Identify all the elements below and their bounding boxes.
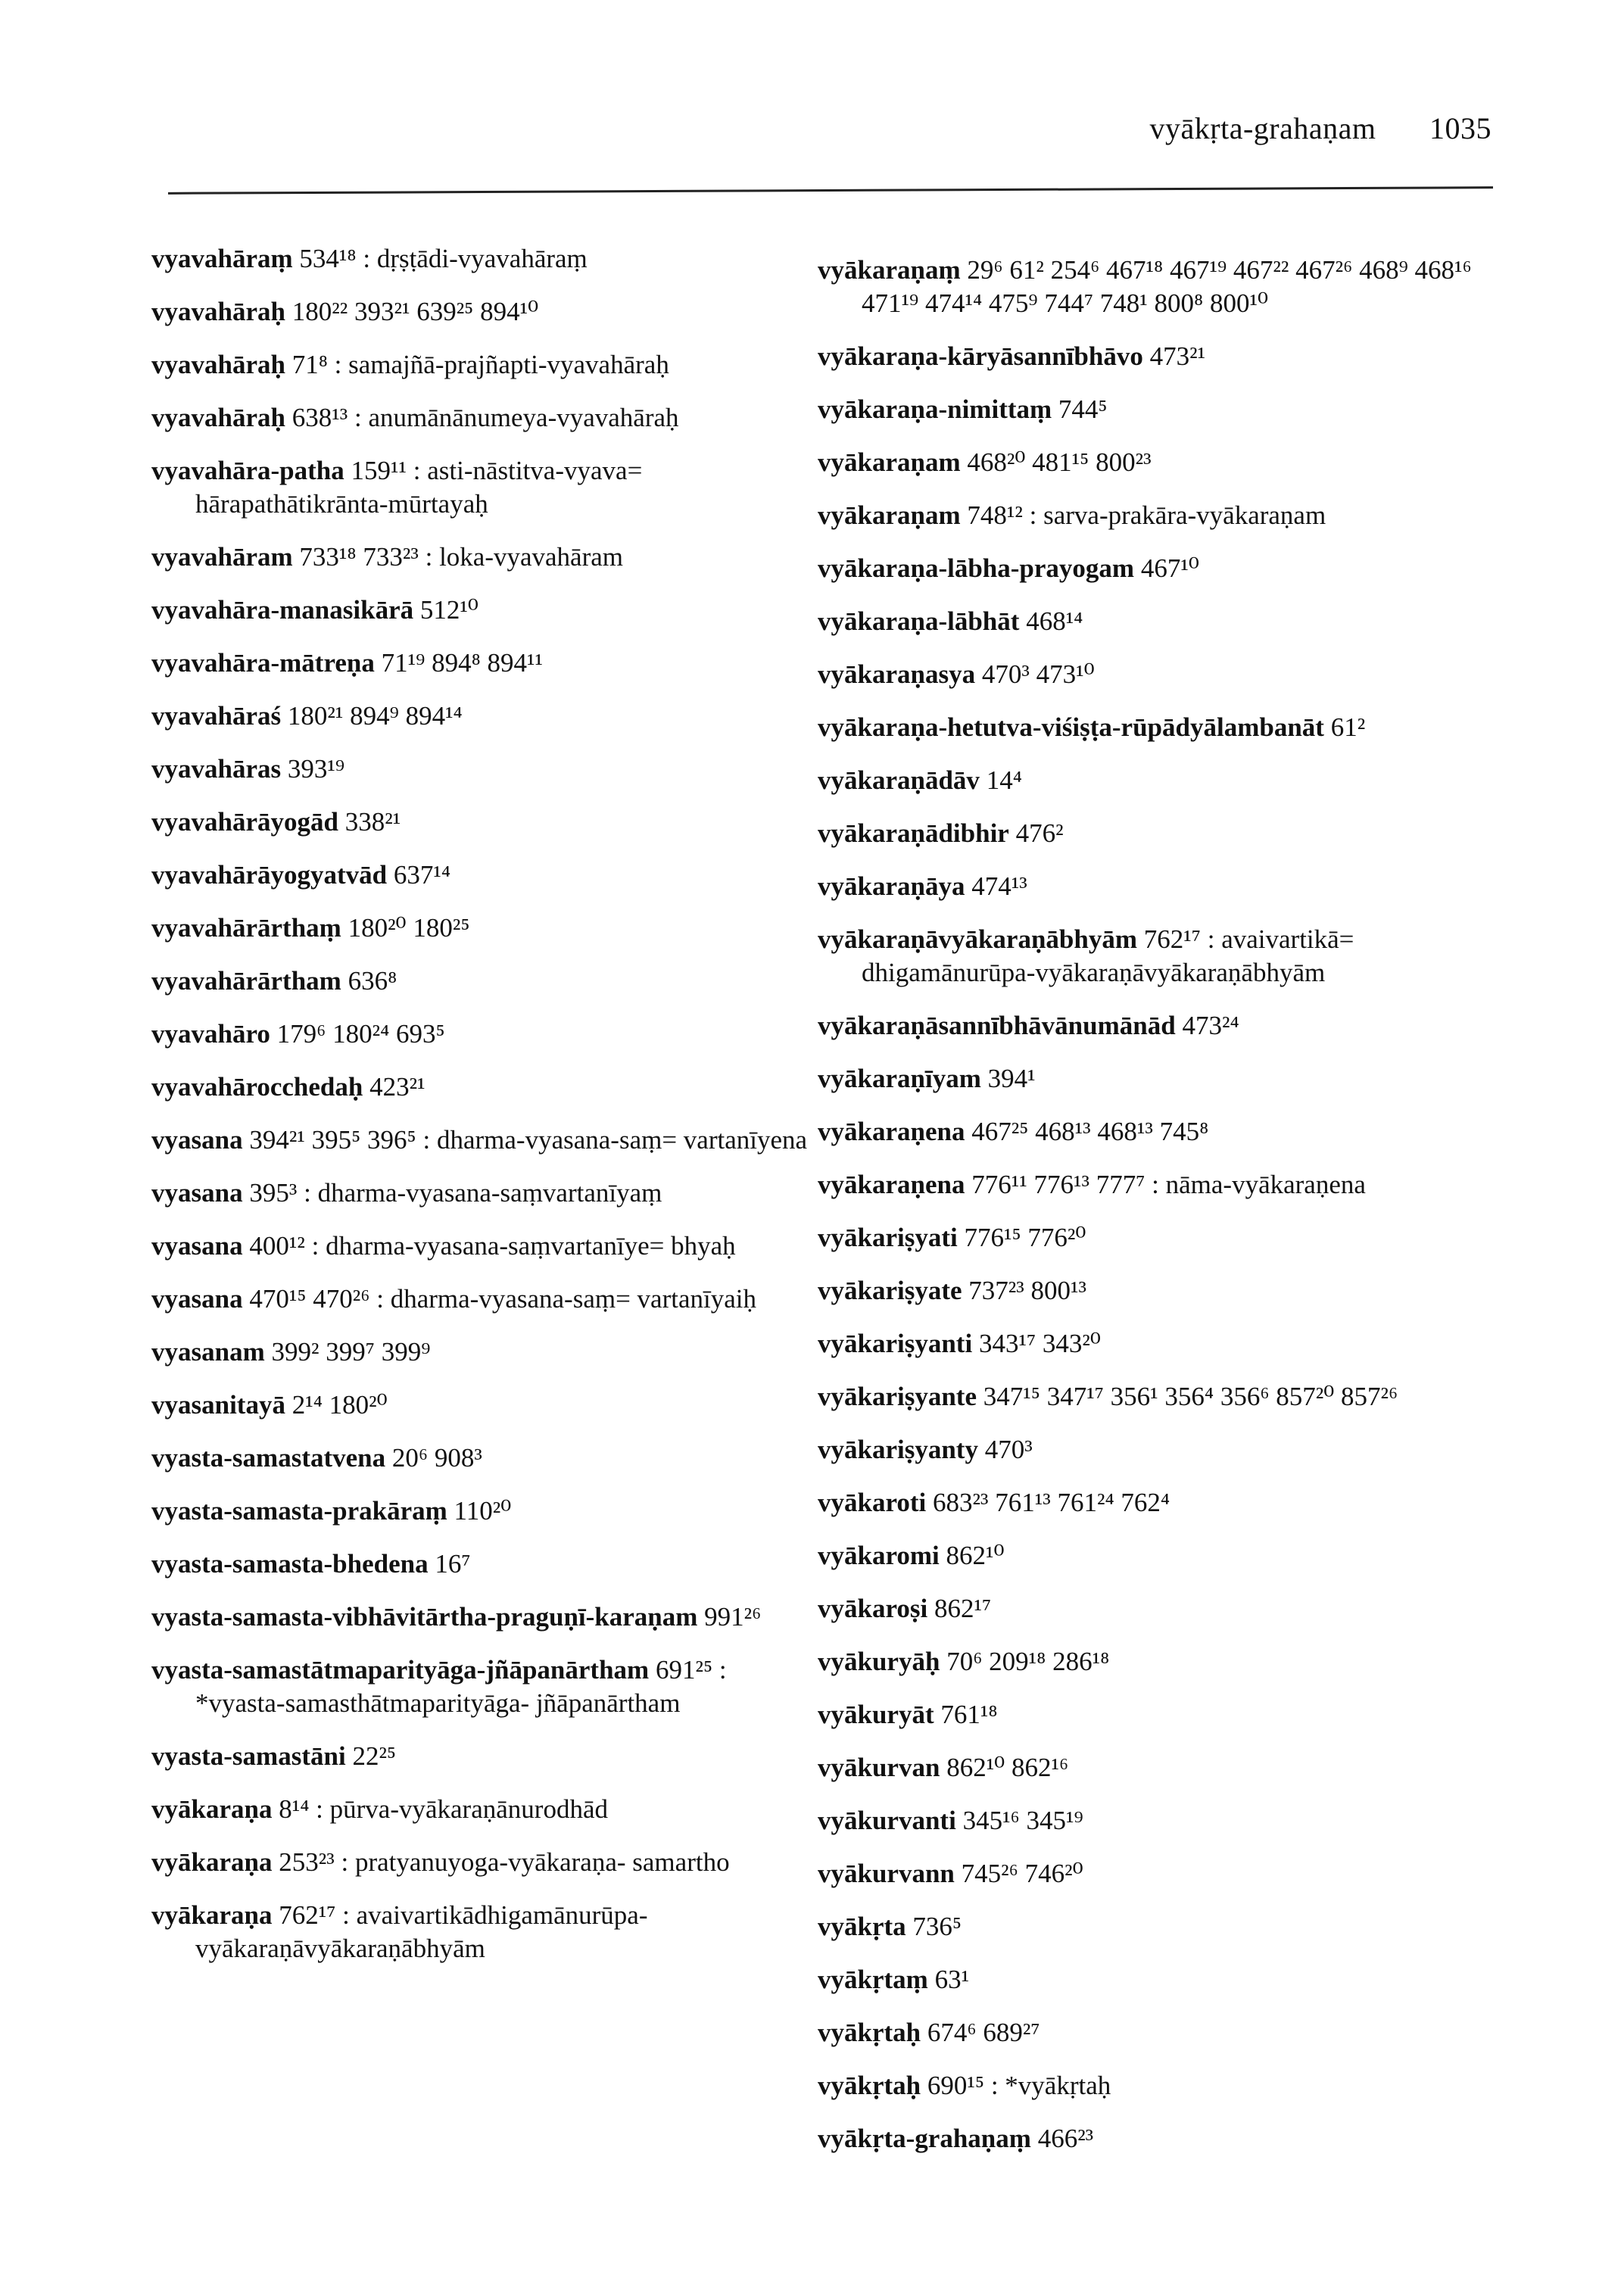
entry-headword: vyavahāras xyxy=(151,754,282,784)
entry-references: 674⁶ 689²⁷ xyxy=(927,2018,1040,2047)
entry-headword: vyākurvan xyxy=(818,1753,940,1782)
entry-references: 745²⁶ 746²⁰ xyxy=(961,1859,1083,1888)
entry-references: 637¹⁴ xyxy=(393,860,451,890)
entry-note: : avaivartikā= dhigamānurūpa-vyākaraṇāvyākaraṇābhyām xyxy=(862,924,1354,987)
index-entry xyxy=(818,1910,1484,1943)
index-entry xyxy=(151,1601,818,1634)
entry-references: 343¹⁷ 343²⁰ xyxy=(978,1329,1101,1358)
index-entry xyxy=(818,1168,1484,1202)
index-entry xyxy=(818,923,1484,990)
entry-references: 347¹⁵ 347¹⁷ 356¹ 356⁴ 356⁶ 857²⁰ 857²⁶ xyxy=(983,1382,1398,1411)
entry-references: 744⁵ xyxy=(1058,394,1108,424)
index-entry xyxy=(151,1899,818,1965)
entry-headword: vyavahāra-patha xyxy=(151,456,344,485)
entry-headword: vyākuryāt xyxy=(818,1700,934,1729)
entry-headword: vyasta-samastāni xyxy=(151,1741,346,1771)
entry-headword: vyākaraṇīyam xyxy=(818,1064,981,1093)
entry-references: 636⁸ xyxy=(348,966,397,996)
entry-headword: vyavahārāyogād xyxy=(151,807,338,837)
entry-note: : anumānānumeya-vyavahāraḥ xyxy=(354,403,679,432)
entry-references: 470¹⁵ 470²⁶ xyxy=(249,1284,370,1314)
entry-note: : asti-nāstitva-vyava= hārapathātikrānta-mūrtayaḥ xyxy=(195,456,643,519)
index-entry xyxy=(818,552,1484,585)
entry-note: : dharma-vyasana-saṃvartanīye= bhyaḥ xyxy=(311,1231,736,1261)
entry-headword: vyasanitayā xyxy=(151,1390,285,1420)
entry-note: : sarva-prakāra-vyākaraṇam xyxy=(1029,500,1326,530)
index-entry xyxy=(818,499,1484,532)
entry-references: 862¹⁷ xyxy=(934,1594,992,1623)
index-entry xyxy=(818,1963,1484,1996)
entry-headword: vyavahāraḥ xyxy=(151,403,285,432)
entry-headword: vyākaromi xyxy=(818,1541,940,1570)
entry-references: 159¹¹ xyxy=(351,456,407,485)
index-entry xyxy=(818,1698,1484,1731)
index-entry xyxy=(818,817,1484,850)
entry-references: 474¹³ xyxy=(971,871,1027,901)
entry-headword: vyākaraṇa-kāryāsannībhāvo xyxy=(818,341,1143,371)
index-entry xyxy=(818,1062,1484,1096)
index-entry xyxy=(151,295,818,329)
entry-headword: vyākurvann xyxy=(818,1859,955,1888)
entry-headword: vyākaraṇa-lābhāt xyxy=(818,606,1020,636)
entry-headword: vyavahāraś xyxy=(151,701,282,731)
index-entry xyxy=(818,1486,1484,1519)
running-header xyxy=(1150,111,1492,146)
entry-headword: vyavahārārthaṃ xyxy=(151,913,341,943)
entry-headword: vyavahāram xyxy=(151,542,293,572)
index-entry xyxy=(151,1442,818,1475)
index-entry xyxy=(818,711,1484,744)
index-entry xyxy=(818,1221,1484,1255)
entry-headword: vyākṛta xyxy=(818,1912,906,1941)
entry-headword: vyasta-samasta-bhedena xyxy=(151,1549,429,1579)
index-entry xyxy=(151,806,818,839)
entry-headword: vyākaraṇam xyxy=(818,447,961,477)
entry-note: : *vyākṛtaḥ xyxy=(990,2071,1111,2100)
entry-headword: vyasana xyxy=(151,1178,243,1208)
entry-references: 467¹⁰ xyxy=(1140,553,1199,583)
entry-note: : loka-vyavahāram xyxy=(425,542,623,572)
entry-references: 736⁵ xyxy=(912,1912,962,1941)
entry-references: 762¹⁷ xyxy=(1143,924,1201,954)
index-entry xyxy=(818,446,1484,479)
header-title: vyākṛta-grahaṇam xyxy=(1149,111,1376,145)
entry-references: 14⁴ xyxy=(986,765,1022,795)
index-entry xyxy=(818,764,1484,797)
entry-headword: vyākṛtaṃ xyxy=(818,1965,928,1994)
entry-headword: vyākaroṣi xyxy=(818,1594,928,1623)
entry-headword: vyavahāra-manasikārā xyxy=(151,595,414,625)
entry-references: 473²⁴ xyxy=(1182,1011,1239,1040)
entry-headword: vyasana xyxy=(151,1125,243,1155)
index-entry xyxy=(151,1071,818,1104)
index-entry xyxy=(151,965,818,998)
index-entry xyxy=(151,700,818,733)
entry-references: 395³ xyxy=(249,1178,298,1208)
index-entry xyxy=(151,1653,818,1720)
entry-references: 862¹⁰ 862¹⁶ xyxy=(946,1753,1069,1782)
index-entry xyxy=(151,1018,818,1051)
entry-headword: vyasta-samastatvena xyxy=(151,1443,386,1473)
index-entry xyxy=(818,658,1484,691)
entry-references: 468²⁰ 481¹⁵ 800²³ xyxy=(967,447,1152,477)
entry-headword: vyasta-samastātmaparityāga-jñāpanārtham xyxy=(151,1655,650,1685)
entry-references: 29⁶ 61² 254⁶ 467¹⁸ 467¹⁹ 467²² 467²⁶ 468⁹ 468¹⁶ 471¹⁹ 474¹⁴ 475⁹ 744⁷ 748¹ 800⁸ 800¹⁰ xyxy=(862,255,1472,318)
entry-references: 512¹⁰ xyxy=(419,595,478,625)
entry-headword: vyākaraṇa xyxy=(151,1847,273,1877)
entry-headword: vyasta-samasta-vibhāvitārtha-praguṇī-karaṇam xyxy=(151,1602,698,1632)
index-entry xyxy=(151,454,818,521)
entry-headword: vyākaraṇena xyxy=(818,1117,965,1146)
index-entry xyxy=(818,1751,1484,1784)
entry-headword: vyākaraṇādāv xyxy=(818,765,980,795)
entry-headword: vyākṛtaḥ xyxy=(818,2071,921,2100)
entry-references: 22²⁵ xyxy=(352,1741,397,1771)
entry-references: 683²³ 761¹³ 761²⁴ 762⁴ xyxy=(933,1488,1170,1517)
entry-headword: vyākurvanti xyxy=(818,1806,956,1835)
entry-headword: vyākaraṇa xyxy=(151,1794,273,1824)
entry-note: : dṛṣṭādi-vyavahāraṃ xyxy=(363,244,588,273)
entry-note: : nāma-vyākaraṇena xyxy=(1152,1170,1366,1199)
index-entry xyxy=(818,254,1484,320)
index-entry xyxy=(818,2016,1484,2049)
entry-headword: vyākaraṇa xyxy=(151,1900,273,1930)
index-entry xyxy=(151,401,818,435)
entry-references: 179⁶ 180²⁴ 693⁵ xyxy=(276,1019,445,1049)
index-entry xyxy=(818,393,1484,426)
entry-headword: vyākariṣyanti xyxy=(818,1329,973,1358)
index-entry xyxy=(818,1380,1484,1413)
index-entry xyxy=(818,2122,1484,2155)
entry-references: 399² 399⁷ 399⁹ xyxy=(271,1337,431,1367)
entry-references: 110²⁰ xyxy=(454,1496,512,1526)
entry-references: 180²¹ 894⁹ 894¹⁴ xyxy=(287,701,463,731)
index-entry xyxy=(151,1336,818,1369)
page-number: 1035 xyxy=(1429,111,1492,145)
entry-references: 470³ 473¹⁰ xyxy=(981,659,1095,689)
entry-note: : avaivartikādhigamānurūpa- vyākaraṇāvyākaraṇābhyām xyxy=(195,1900,648,1963)
entry-headword: vyākuryāḥ xyxy=(818,1647,940,1676)
entry-headword: vyavahāraḥ xyxy=(151,350,285,379)
entry-references: 991²⁶ xyxy=(704,1602,762,1632)
entry-headword: vyākaraṇāsannībhāvānumānād xyxy=(818,1011,1176,1040)
entry-references: 862¹⁰ xyxy=(946,1541,1005,1570)
index-entry xyxy=(151,1548,818,1581)
entry-references: 733¹⁸ 733²³ xyxy=(299,542,419,572)
index-entry xyxy=(151,594,818,627)
entry-note: : samajñā-prajñapti-vyavahāraḥ xyxy=(334,350,669,379)
index-entry xyxy=(151,348,818,382)
entry-headword: vyavahārocchedaḥ xyxy=(151,1072,363,1102)
entry-note: : *vyasta-samasthātmaparityāga- jñāpanārtham xyxy=(195,1655,727,1718)
entry-references: 534¹⁸ xyxy=(299,244,357,273)
index-entry xyxy=(151,647,818,680)
entry-headword: vyākaraṇāya xyxy=(818,871,965,901)
entry-references: 400¹² xyxy=(249,1231,305,1261)
entry-note: : dharma-vyasana-saṃ= vartanīyaiḥ xyxy=(376,1284,756,1314)
index-entry xyxy=(818,870,1484,903)
index-entry xyxy=(151,1177,818,1210)
entry-headword: vyākariṣyanty xyxy=(818,1435,978,1464)
entry-headword: vyākaraṇa-nimittaṃ xyxy=(818,394,1052,424)
entry-headword: vyākaraṇa-hetutva-viśiṣṭa-rūpādyālambanāt xyxy=(818,712,1324,742)
index-entry xyxy=(151,1283,818,1316)
index-entry xyxy=(818,1804,1484,1837)
entry-references: 16⁷ xyxy=(435,1549,471,1579)
entry-references: 776¹¹ 776¹³ 777⁷ xyxy=(971,1170,1146,1199)
entry-note: : pūrva-vyākaraṇānurodhād xyxy=(316,1794,608,1824)
index-entry xyxy=(818,1645,1484,1678)
index-entry xyxy=(151,541,818,574)
left-column xyxy=(151,242,818,1985)
entry-headword: vyākaraṇena xyxy=(818,1170,965,1199)
entry-headword: vyākaraṇaṃ xyxy=(818,255,961,285)
entry-headword: vyasana xyxy=(151,1231,243,1261)
entry-references: 345¹⁶ 345¹⁹ xyxy=(962,1806,1083,1835)
index-entry xyxy=(818,1857,1484,1890)
entry-headword: vyavahārāyogyatvād xyxy=(151,860,388,890)
entry-references: 338²¹ xyxy=(344,807,401,837)
entry-references: 467²⁵ 468¹³ 468¹³ 745⁸ xyxy=(971,1117,1209,1146)
index-entry xyxy=(151,1389,818,1422)
index-entry xyxy=(151,242,818,276)
entry-headword: vyasana xyxy=(151,1284,243,1314)
entry-note: : pratyanuyoga-vyākaraṇa- samartho xyxy=(341,1847,730,1877)
entry-references: 253²³ xyxy=(279,1847,335,1877)
index-entry xyxy=(151,1124,818,1157)
entry-references: 71¹⁹ 894⁸ 894¹¹ xyxy=(381,648,544,678)
entry-references: 71⁸ xyxy=(291,350,328,379)
entry-references: 691²⁵ xyxy=(655,1655,713,1685)
index-entry xyxy=(818,1327,1484,1361)
entry-references: 2¹⁴ 180²⁰ xyxy=(291,1390,388,1420)
entry-references: 776¹⁵ 776²⁰ xyxy=(964,1223,1086,1252)
right-column xyxy=(818,254,1484,2175)
index-entry xyxy=(818,1592,1484,1625)
index-entry xyxy=(151,912,818,945)
header-rule xyxy=(168,186,1493,195)
entry-references: 63¹ xyxy=(934,1965,970,1994)
index-entry xyxy=(151,859,818,892)
entry-headword: vyākaraṇam xyxy=(818,500,961,530)
entry-references: 638¹³ xyxy=(291,403,348,432)
index-entry xyxy=(818,1433,1484,1466)
entry-references: 180²⁰ 180²⁵ xyxy=(348,913,470,943)
index-entry xyxy=(818,2069,1484,2102)
entry-references: 466²³ xyxy=(1037,2124,1094,2153)
entry-headword: vyākaraṇasya xyxy=(818,659,976,689)
entry-headword: vyākṛtaḥ xyxy=(818,2018,921,2047)
entry-references: 737²³ 800¹³ xyxy=(968,1276,1087,1305)
entry-references: 393¹⁹ xyxy=(287,754,345,784)
entry-references: 690¹⁵ xyxy=(927,2071,985,2100)
entry-references: 473²¹ xyxy=(1149,341,1206,371)
index-entry xyxy=(151,1740,818,1773)
index-entry xyxy=(818,605,1484,638)
entry-references: 762¹⁷ xyxy=(279,1900,336,1930)
index-entry xyxy=(818,1115,1484,1149)
index-entry xyxy=(151,1495,818,1528)
index-entry xyxy=(818,1539,1484,1572)
index-entry xyxy=(151,1846,818,1879)
index-entry xyxy=(151,753,818,786)
entry-references: 70⁶ 209¹⁸ 286¹⁸ xyxy=(946,1647,1110,1676)
index-entry xyxy=(818,1274,1484,1308)
entry-headword: vyākariṣyati xyxy=(818,1223,958,1252)
entry-headword: vyākaraṇa-lābha-prayogam xyxy=(818,553,1135,583)
entry-references: 476² xyxy=(1015,818,1064,848)
entry-references: 423²¹ xyxy=(369,1072,425,1102)
entry-references: 61² xyxy=(1330,712,1366,742)
entry-headword: vyasanam xyxy=(151,1337,265,1367)
entry-headword: vyavahārārtham xyxy=(151,966,341,996)
entry-references: 8¹⁴ xyxy=(279,1794,310,1824)
entry-references: 748¹² xyxy=(967,500,1023,530)
entry-headword: vyākariṣyate xyxy=(818,1276,962,1305)
entry-headword: vyākṛta-grahaṇaṃ xyxy=(818,2124,1031,2153)
index-entry xyxy=(818,1009,1484,1043)
entry-headword: vyākaraṇādibhir xyxy=(818,818,1009,848)
entry-references: 468¹⁴ xyxy=(1026,606,1083,636)
entry-note: : dharma-vyasana-saṃvartanīyaṃ xyxy=(304,1178,662,1208)
entry-references: 20⁶ 908³ xyxy=(391,1443,482,1473)
index-entry xyxy=(151,1793,818,1826)
entry-references: 470³ xyxy=(984,1435,1033,1464)
entry-references: 180²² 393²¹ 639²⁵ 894¹⁰ xyxy=(291,297,539,326)
entry-headword: vyākaroti xyxy=(818,1488,927,1517)
entry-headword: vyasta-samasta-prakāraṃ xyxy=(151,1496,447,1526)
entry-headword: vyākaraṇāvyākaraṇābhyām xyxy=(818,924,1138,954)
entry-references: 761¹⁸ xyxy=(940,1700,998,1729)
entry-headword: vyākariṣyante xyxy=(818,1382,977,1411)
entry-headword: vyavahāraḥ xyxy=(151,297,285,326)
entry-references: 394¹ xyxy=(987,1064,1036,1093)
entry-references: 394²¹ 395⁵ 396⁵ xyxy=(249,1125,416,1155)
index-entry xyxy=(151,1230,818,1263)
entry-headword: vyavahāra-mātreṇa xyxy=(151,648,375,678)
index-entry xyxy=(818,340,1484,373)
entry-note: : dharma-vyasana-saṃ= vartanīyena xyxy=(422,1125,808,1155)
entry-headword: vyavahāraṃ xyxy=(151,244,293,273)
entry-headword: vyavahāro xyxy=(151,1019,270,1049)
